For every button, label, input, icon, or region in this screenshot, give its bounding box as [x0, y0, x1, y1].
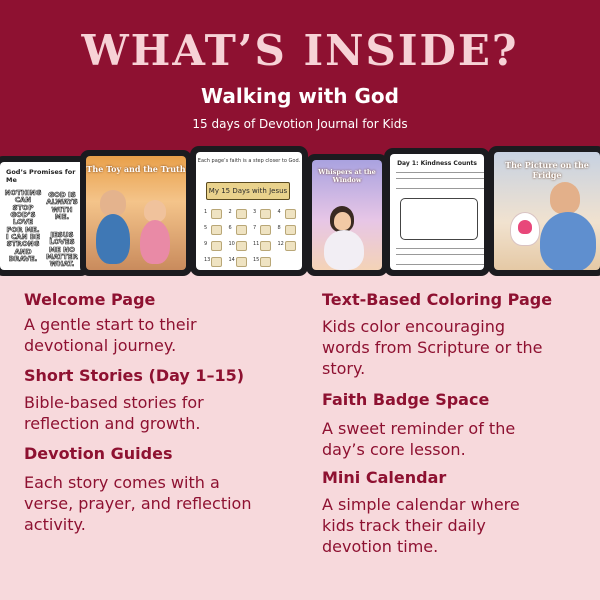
- feature-body-line: day’s core lesson.: [322, 440, 466, 459]
- worksheet-title: Day 1: Kindness Counts: [397, 160, 477, 167]
- boy-shirt-illustration: [96, 214, 130, 264]
- calendar-day-box: [260, 225, 271, 235]
- calendar-day-cell: [204, 240, 223, 252]
- preview-tablet-story-whispers: [306, 154, 388, 276]
- calendar-day-number: 2: [228, 209, 232, 215]
- feature-body-welcome: [24, 314, 197, 356]
- feature-body-faith-badge: [322, 418, 515, 460]
- feature-body-line: story.: [322, 359, 366, 378]
- feature-body-line: words from Scripture or the: [322, 338, 543, 357]
- worksheet-line: [396, 188, 484, 189]
- calendar-grid: [204, 208, 296, 268]
- father-illustration: [550, 182, 580, 214]
- calendar-day-number: 5: [204, 225, 208, 231]
- calendar-day-number: 14: [228, 257, 235, 263]
- calendar-day-box: [236, 209, 247, 219]
- calendar-day-cell: [229, 240, 248, 252]
- feature-heading-short-stories: Short Stories (Day 1–15): [24, 366, 245, 385]
- calendar-day-box: [260, 241, 271, 251]
- coloring-word: I CAN BE STRONG AND BRAVE.: [5, 233, 40, 264]
- calendar-day-box: [236, 257, 247, 267]
- feature-body-line: A simple calendar where: [322, 495, 520, 514]
- boy-illustration: [100, 190, 126, 216]
- calendar-day-number: 15: [253, 257, 260, 263]
- heart-drawing-illustration: [518, 220, 532, 234]
- calendar-day-box: [236, 225, 247, 235]
- calendar-day-cell: [278, 208, 297, 220]
- feature-body-mini-calendar: [322, 494, 520, 557]
- calendar-day-cell: [204, 224, 223, 236]
- preview-tablet-calendar: [190, 146, 308, 276]
- coloring-page-screen: [0, 162, 84, 270]
- calendar-day-box: [211, 209, 222, 219]
- feature-heading-mini-calendar: Mini Calendar: [322, 468, 447, 487]
- girl-dress-illustration: [140, 220, 170, 264]
- calendar-banner: My 15 Days with Jesus: [206, 182, 290, 200]
- coloring-word: JESUS LOVES ME NO MATTER WHAT.: [46, 231, 78, 269]
- worksheet-line: [396, 172, 484, 173]
- preview-tablet-story-fridge: [488, 146, 600, 276]
- story-title: The Picture on the Fridge: [505, 160, 589, 180]
- story-title: Whispers at the Window: [318, 168, 376, 184]
- feature-body-short-stories: [24, 392, 204, 434]
- feature-body-line: activity.: [24, 515, 86, 534]
- calendar-day-cell: [204, 256, 223, 268]
- calendar-hint: Each page’s faith is a step closer to God.: [197, 158, 301, 164]
- calendar-day-number: 1: [204, 209, 208, 215]
- preview-tablet-story-toy: [80, 150, 192, 276]
- girl-body-illustration: [324, 230, 364, 270]
- calendar-day-number: 8: [277, 225, 281, 231]
- feature-body-line: Bible-based stories for: [24, 393, 204, 412]
- story-title: The Toy and the Truth: [86, 164, 186, 174]
- calendar-day-number: 4: [277, 209, 281, 215]
- worksheet-line: [396, 254, 484, 255]
- preview-tablet-promises: [0, 156, 90, 276]
- girl-face-illustration: [334, 212, 351, 230]
- calendar-day-number: 6: [228, 225, 232, 231]
- calendar-day-number: 7: [253, 225, 257, 231]
- feature-body-line: A gentle start to their: [24, 315, 197, 334]
- feature-body-line: devotion time.: [322, 537, 439, 556]
- girl-illustration: [144, 200, 166, 222]
- calendar-day-box: [236, 241, 247, 251]
- feature-heading-coloring-page: Text-Based Coloring Page: [322, 290, 553, 309]
- feature-body-devotion-guides: [24, 472, 251, 535]
- feature-body-line: Each story comes with a: [24, 473, 220, 492]
- calendar-day-box: [211, 225, 222, 235]
- calendar-day-cell: [253, 240, 272, 252]
- worksheet-drawing-box: [400, 198, 478, 240]
- worksheet-line: [396, 178, 484, 179]
- coloring-word: GOD IS ALWAYS WITH ME.: [46, 191, 78, 222]
- feature-heading-faith-badge: Faith Badge Space: [322, 390, 490, 409]
- story-illustration-fridge: [494, 152, 600, 270]
- calendar-day-box: [211, 257, 222, 267]
- worksheet-line: [396, 264, 484, 265]
- calendar-day-cell: [229, 208, 248, 220]
- calendar-day-box: [260, 257, 271, 267]
- calendar-day-cell: [204, 208, 223, 220]
- calendar-day-box: [285, 209, 296, 219]
- coloring-page-title: God’s Promises for Me: [6, 168, 76, 184]
- coloring-word: NOTHING CAN STOP GOD’S LOVE FOR ME.: [4, 189, 42, 234]
- story-illustration-whispers: [312, 160, 382, 270]
- calendar-day-box: [260, 209, 271, 219]
- father-shirt-illustration: [540, 212, 596, 270]
- feature-body-line: kids track their daily: [322, 516, 486, 535]
- page-tagline: 15 days of Devotion Journal for Kids: [192, 117, 408, 131]
- feature-body-line: A sweet reminder of the: [322, 419, 516, 438]
- page-title: WHAT’S INSIDE?: [81, 26, 519, 75]
- story-illustration-toy: [86, 156, 186, 270]
- feature-body-line: verse, prayer, and reflection: [24, 494, 252, 513]
- worksheet-line: [396, 248, 484, 249]
- calendar-day-number: 12: [277, 241, 284, 247]
- calendar-day-cell: [253, 256, 272, 268]
- calendar-screen: [196, 152, 302, 270]
- feature-body-coloring-page: [322, 316, 542, 379]
- calendar-day-number: 3: [253, 209, 257, 215]
- calendar-day-cell: [253, 224, 272, 236]
- calendar-day-cell: [229, 256, 248, 268]
- calendar-day-number: 10: [228, 241, 235, 247]
- feature-heading-welcome: Welcome Page: [24, 290, 156, 309]
- calendar-day-box: [285, 225, 296, 235]
- calendar-day-number: 11: [253, 241, 260, 247]
- calendar-day-box: [285, 241, 296, 251]
- calendar-day-cell: [229, 224, 248, 236]
- preview-tablet-worksheet: [384, 148, 490, 276]
- feature-body-line: Kids color encouraging: [322, 317, 505, 336]
- calendar-day-cell: [278, 240, 297, 252]
- calendar-day-number: 9: [204, 241, 208, 247]
- page-subtitle: Walking with God: [201, 84, 399, 108]
- calendar-day-number: 13: [204, 257, 211, 263]
- calendar-day-cell: [278, 224, 297, 236]
- feature-body-line: reflection and growth.: [24, 414, 201, 433]
- calendar-day-cell: [253, 208, 272, 220]
- feature-heading-devotion-guides: Devotion Guides: [24, 444, 173, 463]
- worksheet-screen: [390, 154, 484, 270]
- calendar-day-box: [211, 241, 222, 251]
- feature-body-line: devotional journey.: [24, 336, 177, 355]
